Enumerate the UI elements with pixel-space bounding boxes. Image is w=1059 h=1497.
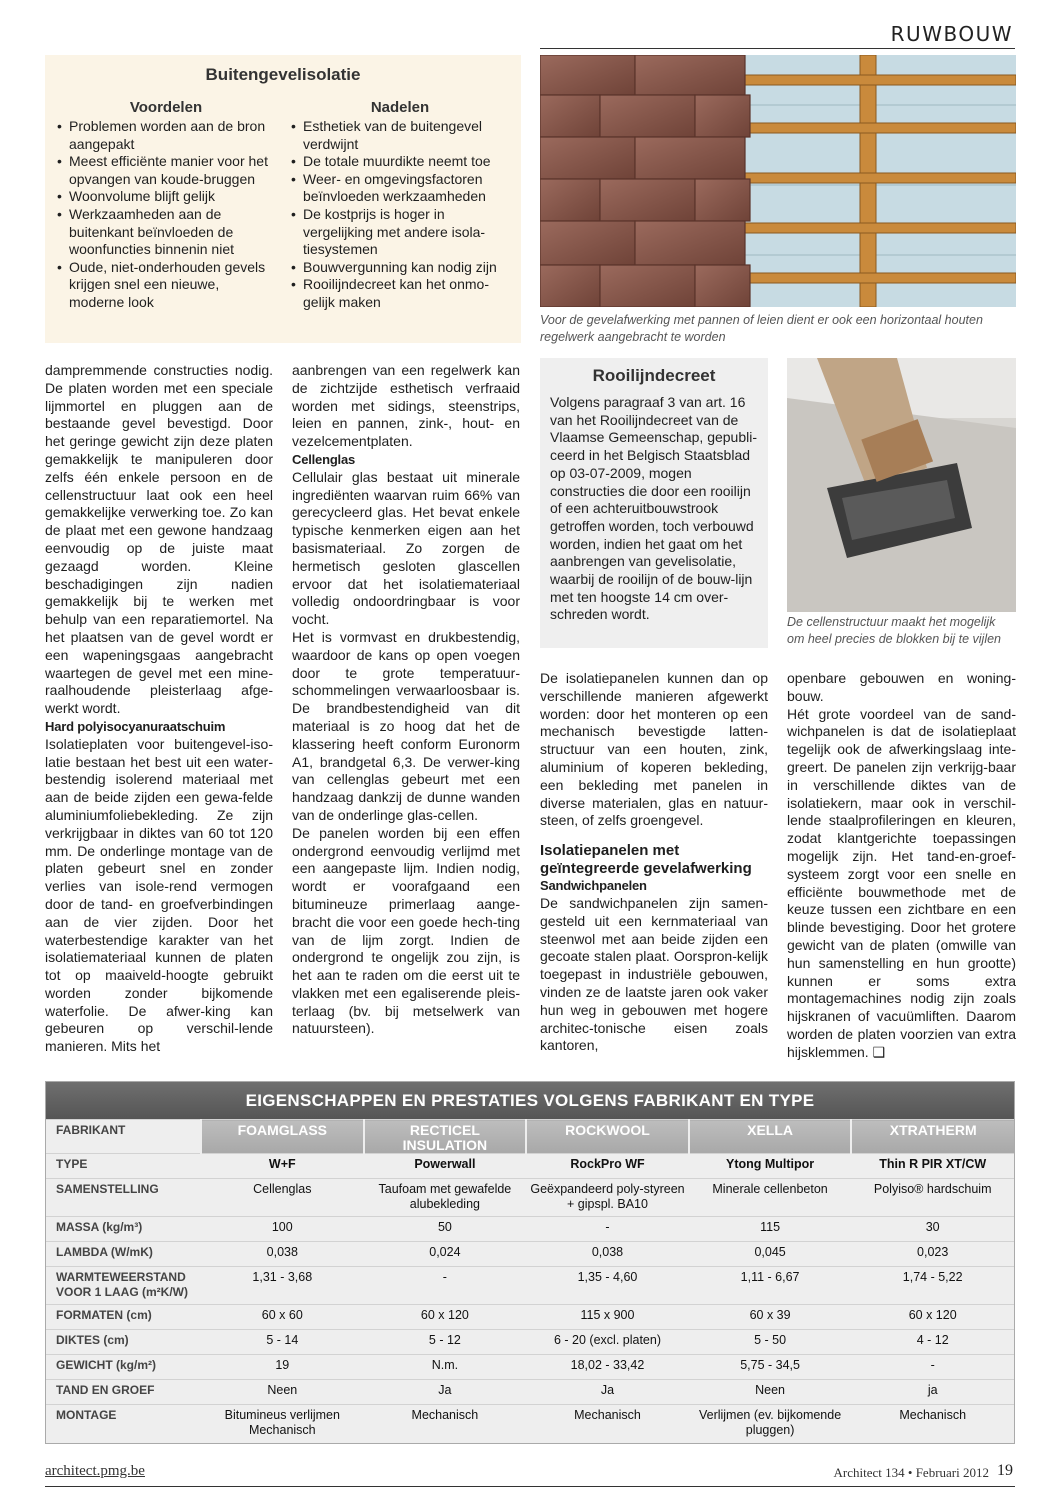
table-cell: 0,024 xyxy=(364,1242,527,1267)
subheading: Sandwichpanelen xyxy=(540,878,647,894)
table-cell: Mechanisch xyxy=(526,1405,689,1443)
table-row xyxy=(46,1179,1014,1217)
table-cell: Taufoam met gewafelde alubekleding xyxy=(364,1179,527,1217)
table-cell: 60 x 60 xyxy=(201,1305,364,1330)
paragraph: Hét grote voordeel van de sand-wichpanelen is dat de isolatieplaat tegelijk ook de afwerkingslaag inte-greert. De panelen zijn verkrijg-baar in verschillende diktes van de isolatiekern, maar ook in verschil-lende staalprofileringen en kleuren, zodat klantgerichte toepassingen mogelijk zijn. Het tand-en-groef-systeem zorgt voor een snelle en efficiënte bouwmethode met de keuze tussen een zichtbare en een blinde bevestiging. Door het grotere gewicht van de platen (omwille van hun samenstelling en hun grootte) kunnen er soms extra montagemachines nodig zijn zoals hijskranen of vacuümliften. Daarom worden de platen voorzien van extra hijsklemmen. ❑ xyxy=(787,705,1016,1060)
table-row xyxy=(46,1305,1014,1330)
table-cell: Mechanisch xyxy=(851,1405,1014,1443)
table-cell: - xyxy=(526,1217,689,1242)
table-cell: Powerwall xyxy=(364,1154,527,1179)
table-row-label: TAND EN GROEF xyxy=(46,1380,201,1405)
section-heading: Isolatiepanelen met geïntegreerde gevelafwerking xyxy=(540,842,752,877)
table-cell: 60 x 120 xyxy=(364,1305,527,1330)
table-cell: Cellenglas xyxy=(201,1179,364,1217)
table-row xyxy=(46,1267,1014,1305)
table-cell: 18,02 - 33,42 xyxy=(526,1355,689,1380)
pros-item: • Meest efficiënte manier voor het opvangen van koude-bruggen xyxy=(55,153,277,188)
paragraph: dampremmende constructies nodig. De platen worden met een speciale lijmmortel en pluggen aan de bestaande gevel bevestigd. Door het geringe gewicht zijn deze platen gemakkelijk te manipuleren door zelfs één enkele persoon en de cellenstructuur laat ook een heel gemakkelijke verwerking toe. Zo kan de plaat met een gewone handzaag eenvoudig op de juiste maat gezaagd worden. Kleine beschadigingen zijn nadien gemakkelijk bij te werken met behulp van een reparatiemortel. Na het plaatsen van de gevel wordt er een wapeningsgaas aangebracht waartegen de gevel met een mine-raalhoudende pleisterlaag afge-werkt wordt. xyxy=(45,362,273,717)
header-rule xyxy=(540,48,1015,49)
table-row xyxy=(46,1330,1014,1355)
table-cell: Polyiso® hardschuim xyxy=(851,1179,1014,1217)
pros-cons-title: Buitengevelisolatie xyxy=(205,65,361,84)
paragraph: openbare gebouwen en woning-bouw. xyxy=(787,670,1016,704)
table-row-label: MASSA (kg/m³) xyxy=(46,1217,201,1242)
table-row-label: DIKTES (cm) xyxy=(46,1330,201,1355)
table-row xyxy=(46,1355,1014,1380)
paragraph: Cellulair glas bestaat uit minerale ingrediënten waarvan ruim 66% van gerecycleerd glas. Het bevat enkele typische kenmerken eigen aan het basismateriaal. Zo zorgen de hermetisch gesloten glascellen ervoor dat het isolatiemateriaal volledig ondoordringbaar is voor vocht. xyxy=(292,468,520,628)
table-cell: Mechanisch xyxy=(364,1405,527,1443)
table-cell: 1,35 - 4,60 xyxy=(526,1267,689,1305)
table-cell: 50 xyxy=(364,1217,527,1242)
table-cell: Geëxpandeerd poly-styreen + gipspl. BA10 xyxy=(526,1179,689,1217)
table-row-label: SAMENSTELLING xyxy=(46,1179,201,1217)
trowel-illustration xyxy=(787,358,1016,612)
table-row-label: LAMBDA (W/mK) xyxy=(46,1242,201,1267)
manufacturer-cell: XTRATHERM xyxy=(851,1120,1014,1154)
cons-column xyxy=(289,99,511,312)
paragraph: De sandwichpanelen zijn samen-gesteld uit een kernmateriaal van steenwol met aan beide zijden een gecoate stalen plaat. Oorspron-kelijk toegepast in industriële gebouwen, vinden ze de laatste jaren ook vaker hun weg in gebouwen met hogere architec-tonische eisen zoals kantoren, xyxy=(540,894,768,1054)
table-cell: 6 - 20 (excl. platen) xyxy=(526,1330,689,1355)
article-column-2 xyxy=(292,362,520,1038)
table-cell: Ja xyxy=(526,1380,689,1405)
table-cell: 1,74 - 5,22 xyxy=(851,1267,1014,1305)
table-cell: 1,11 - 6,67 xyxy=(689,1267,852,1305)
paragraph: aanbrengen van een regelwerk kan de zichtzijde esthetisch verfraaid worden met sidings, steenstrips, leien en pannen, zink-, hout- en vezelcementplaten. xyxy=(292,362,520,450)
properties-table xyxy=(45,1081,1015,1444)
table-cell: 60 x 39 xyxy=(689,1305,852,1330)
trowel-photo xyxy=(787,358,1016,612)
page-number: 19 xyxy=(997,1462,1013,1479)
table-cell: 60 x 120 xyxy=(851,1305,1014,1330)
facade-photo xyxy=(540,55,1016,307)
table-cell: 1,31 - 3,68 xyxy=(201,1267,364,1305)
decree-box xyxy=(540,358,768,648)
table-title: EIGENSCHAPPEN EN PRESTATIES VOLGENS FABRIKANT EN TYPE xyxy=(46,1082,1014,1119)
table-cell: Neen xyxy=(201,1380,364,1405)
table-row-label: FORMATEN (cm) xyxy=(46,1305,201,1330)
table-row xyxy=(46,1242,1014,1267)
cons-item: • Weer- en omgevingsfactoren beïnvloeden werkzaamheden xyxy=(289,171,511,206)
table-cell: Ja xyxy=(364,1380,527,1405)
table-cell: 0,038 xyxy=(201,1242,364,1267)
manufacturer-cell: XELLA xyxy=(689,1120,852,1154)
manufacturer-cell: FOAMGLASS xyxy=(201,1120,364,1154)
cons-item: • De totale muurdikte neemt toe xyxy=(289,153,511,171)
table-row-label: TYPE xyxy=(46,1154,201,1179)
footer-url-link[interactable]: architect.pmg.be xyxy=(45,1463,145,1479)
table-cell: Ytong Multipor xyxy=(689,1154,852,1179)
table-cell: Verlijmen (ev. bijkomende pluggen) xyxy=(689,1405,852,1443)
pros-heading: Voordelen xyxy=(129,99,203,116)
pros-cons-box xyxy=(45,55,521,343)
manufacturer-cell: ROCKWOOL xyxy=(526,1120,689,1154)
table-row-label: MONTAGE xyxy=(46,1405,201,1443)
paragraph: De panelen worden bij een effen ondergrond eenvoudig verlijmd met een aangepaste lijm. Indien nodig, wordt er voorafgaand een bitumineuze primerlaag aange-bracht die voor een goede hech-ting van de lijm zorgt. Indien de ondergrond te ongelijk zou zijn, is het aan te raden om die eerst uit te vlakken met een egaliserende pleis-terlaag (bv. bij metselwerk van natuursteen). xyxy=(292,824,520,1037)
footer-issue: Architect 134 • Februari 2012 xyxy=(833,1465,989,1480)
pros-column xyxy=(55,99,277,312)
table-cell: Neen xyxy=(689,1380,852,1405)
cons-item: • Bouwvergunning kan nodig zijn xyxy=(289,259,511,277)
facade-photo-caption: Voor de gevelafwerking met pannen of leien dient er ook een horizontaal houten regelwerk aangebracht te worden xyxy=(540,313,983,344)
table-cell: 5,75 - 34,5 xyxy=(689,1355,852,1380)
table-cell: 19 xyxy=(201,1355,364,1380)
article-column-3 xyxy=(540,670,768,1055)
cons-heading: Nadelen xyxy=(370,99,430,116)
pros-item: • Problemen worden aan de bron aangepakt xyxy=(55,118,277,153)
table-cell: 5 - 14 xyxy=(201,1330,364,1355)
table-cell: - xyxy=(364,1267,527,1305)
pros-item: • Werkzaamheden aan de buitenkant beïnvloeden de woonfuncties binnenin niet xyxy=(55,206,277,259)
decree-title: Rooilijndecreet xyxy=(592,366,716,385)
subheading: Cellenglas xyxy=(292,451,356,467)
paragraph: Het is vormvast en drukbestendig, waardoor de kans op open voegen door te grote temperatuur-schommelingen verwaarloosbaar is. De brandbestendigheid van dit materiaal is zo hoog dat het de klassering heeft conform Euronorm A1, brandgetal 6,3. De verwer-king van cellenglas gebeurt met een handzaag dankzij de dunne wanden van de onderlinge glas-cellen. xyxy=(292,628,520,823)
table-cell: W+F xyxy=(201,1154,364,1179)
paragraph: Isolatieplaten voor buitengevel-iso-latie bestaan het best uit een water-bestendig isolerend materiaal met aan de beide zijden een gewa-felde aluminiumfoliebekleding. Ze zijn verkrijgbaar in diktes van 60 tot 120 mm. De onderlinge montage van de platen gebeurt snel en zonder verlies van isole-rend vermogen door de tand- en groefverbindingen aan de vier zijden. Door het waterbestendige karakter van het isolatiemateriaal kunnen de platen tot op maaiveld-hoogte gebruikt worden zonder bijkomende waterfolie. De afwer-king kan gebeuren op verschil-lende manieren. Mits het xyxy=(45,735,273,1055)
table-cell: 4 - 12 xyxy=(851,1330,1014,1355)
trowel-photo-caption: De cellenstructuur maakt het mogelijk om heel precies de blokken bij te vijlen xyxy=(787,615,1002,646)
table-cell: 0,023 xyxy=(851,1242,1014,1267)
pros-item: • Woonvolume blijft gelijk xyxy=(55,188,277,206)
table-row-label: GEWICHT (kg/m²) xyxy=(46,1355,201,1380)
table-cell: RockPro WF xyxy=(526,1154,689,1179)
table-cell: 30 xyxy=(851,1217,1014,1242)
table-row xyxy=(46,1380,1014,1405)
table-header-row xyxy=(46,1120,1014,1154)
table-cell: Minerale cellenbeton xyxy=(689,1179,852,1217)
table-row-label: FABRIKANT xyxy=(46,1120,201,1154)
cons-item: • De kostprijs is hoger in vergelijking met andere isola-tiesystemen xyxy=(289,206,511,259)
decree-text: Volgens paragraaf 3 van art. 16 van het Rooilijndecreet van de Vlaamse Gemeenschap, gepubli-ceerd in het Belgisch Staatsblad op 03-07-2009, mogen constructies die door een rooilijn of een achteruitbouwstrook getroffen worden, toch verbouwd worden, indien het gaat om het aanbrengen van gevelisolatie, waarbij de rooilijn of de bouw-lijn met ten hoogste 14 cm over-schreden wordt. xyxy=(550,394,758,623)
subheading: Hard polyisocyanuraatschuim xyxy=(45,718,226,734)
table-row xyxy=(46,1217,1014,1242)
table-cell: N.m. xyxy=(364,1355,527,1380)
article-column-4 xyxy=(787,670,1016,1062)
table-cell: - xyxy=(851,1355,1014,1380)
facade-illustration xyxy=(540,55,1016,307)
pros-item: • Oude, niet-onderhouden gevels krijgen snel een nieuwe, moderne look xyxy=(55,259,277,312)
table-cell: Bitumineus verlijmen Mechanisch xyxy=(201,1405,364,1443)
table-cell: 115 x 900 xyxy=(526,1305,689,1330)
table-row xyxy=(46,1154,1014,1179)
table-cell: Thin R PIR XT/CW xyxy=(851,1154,1014,1179)
table-row xyxy=(46,1405,1014,1443)
table-cell: 100 xyxy=(201,1217,364,1242)
table-cell: ja xyxy=(851,1380,1014,1405)
manufacturer-cell: RECTICEL INSULATION xyxy=(364,1120,527,1154)
footer-rule xyxy=(45,1486,1015,1487)
table-row-label: WARMTEWEERSTAND VOOR 1 LAAG (m²K/W) xyxy=(46,1267,201,1305)
section-tag: RUWBOUW xyxy=(890,22,1013,46)
table-cell: 0,045 xyxy=(689,1242,852,1267)
table-cell: 5 - 50 xyxy=(689,1330,852,1355)
article-column-1 xyxy=(45,362,273,1056)
table-cell: 0,038 xyxy=(526,1242,689,1267)
paragraph: De isolatiepanelen kunnen dan op verschillende manieren afgewerkt worden: door het monteren op een mechanisch bevestigde latten-structuur van een houten, zink, aluminium of koperen bekleding, een bekleding met panelen in diverse materialen, glas en natuur-steen, of zelfs groengevel. xyxy=(540,670,768,829)
table-cell: 5 - 12 xyxy=(364,1330,527,1355)
cons-item: • Esthetiek van de buitengevel verdwijnt xyxy=(289,118,511,153)
table-cell: 115 xyxy=(689,1217,852,1242)
cons-item: • Rooilijndecreet kan het onmo-gelijk maken xyxy=(289,276,511,311)
